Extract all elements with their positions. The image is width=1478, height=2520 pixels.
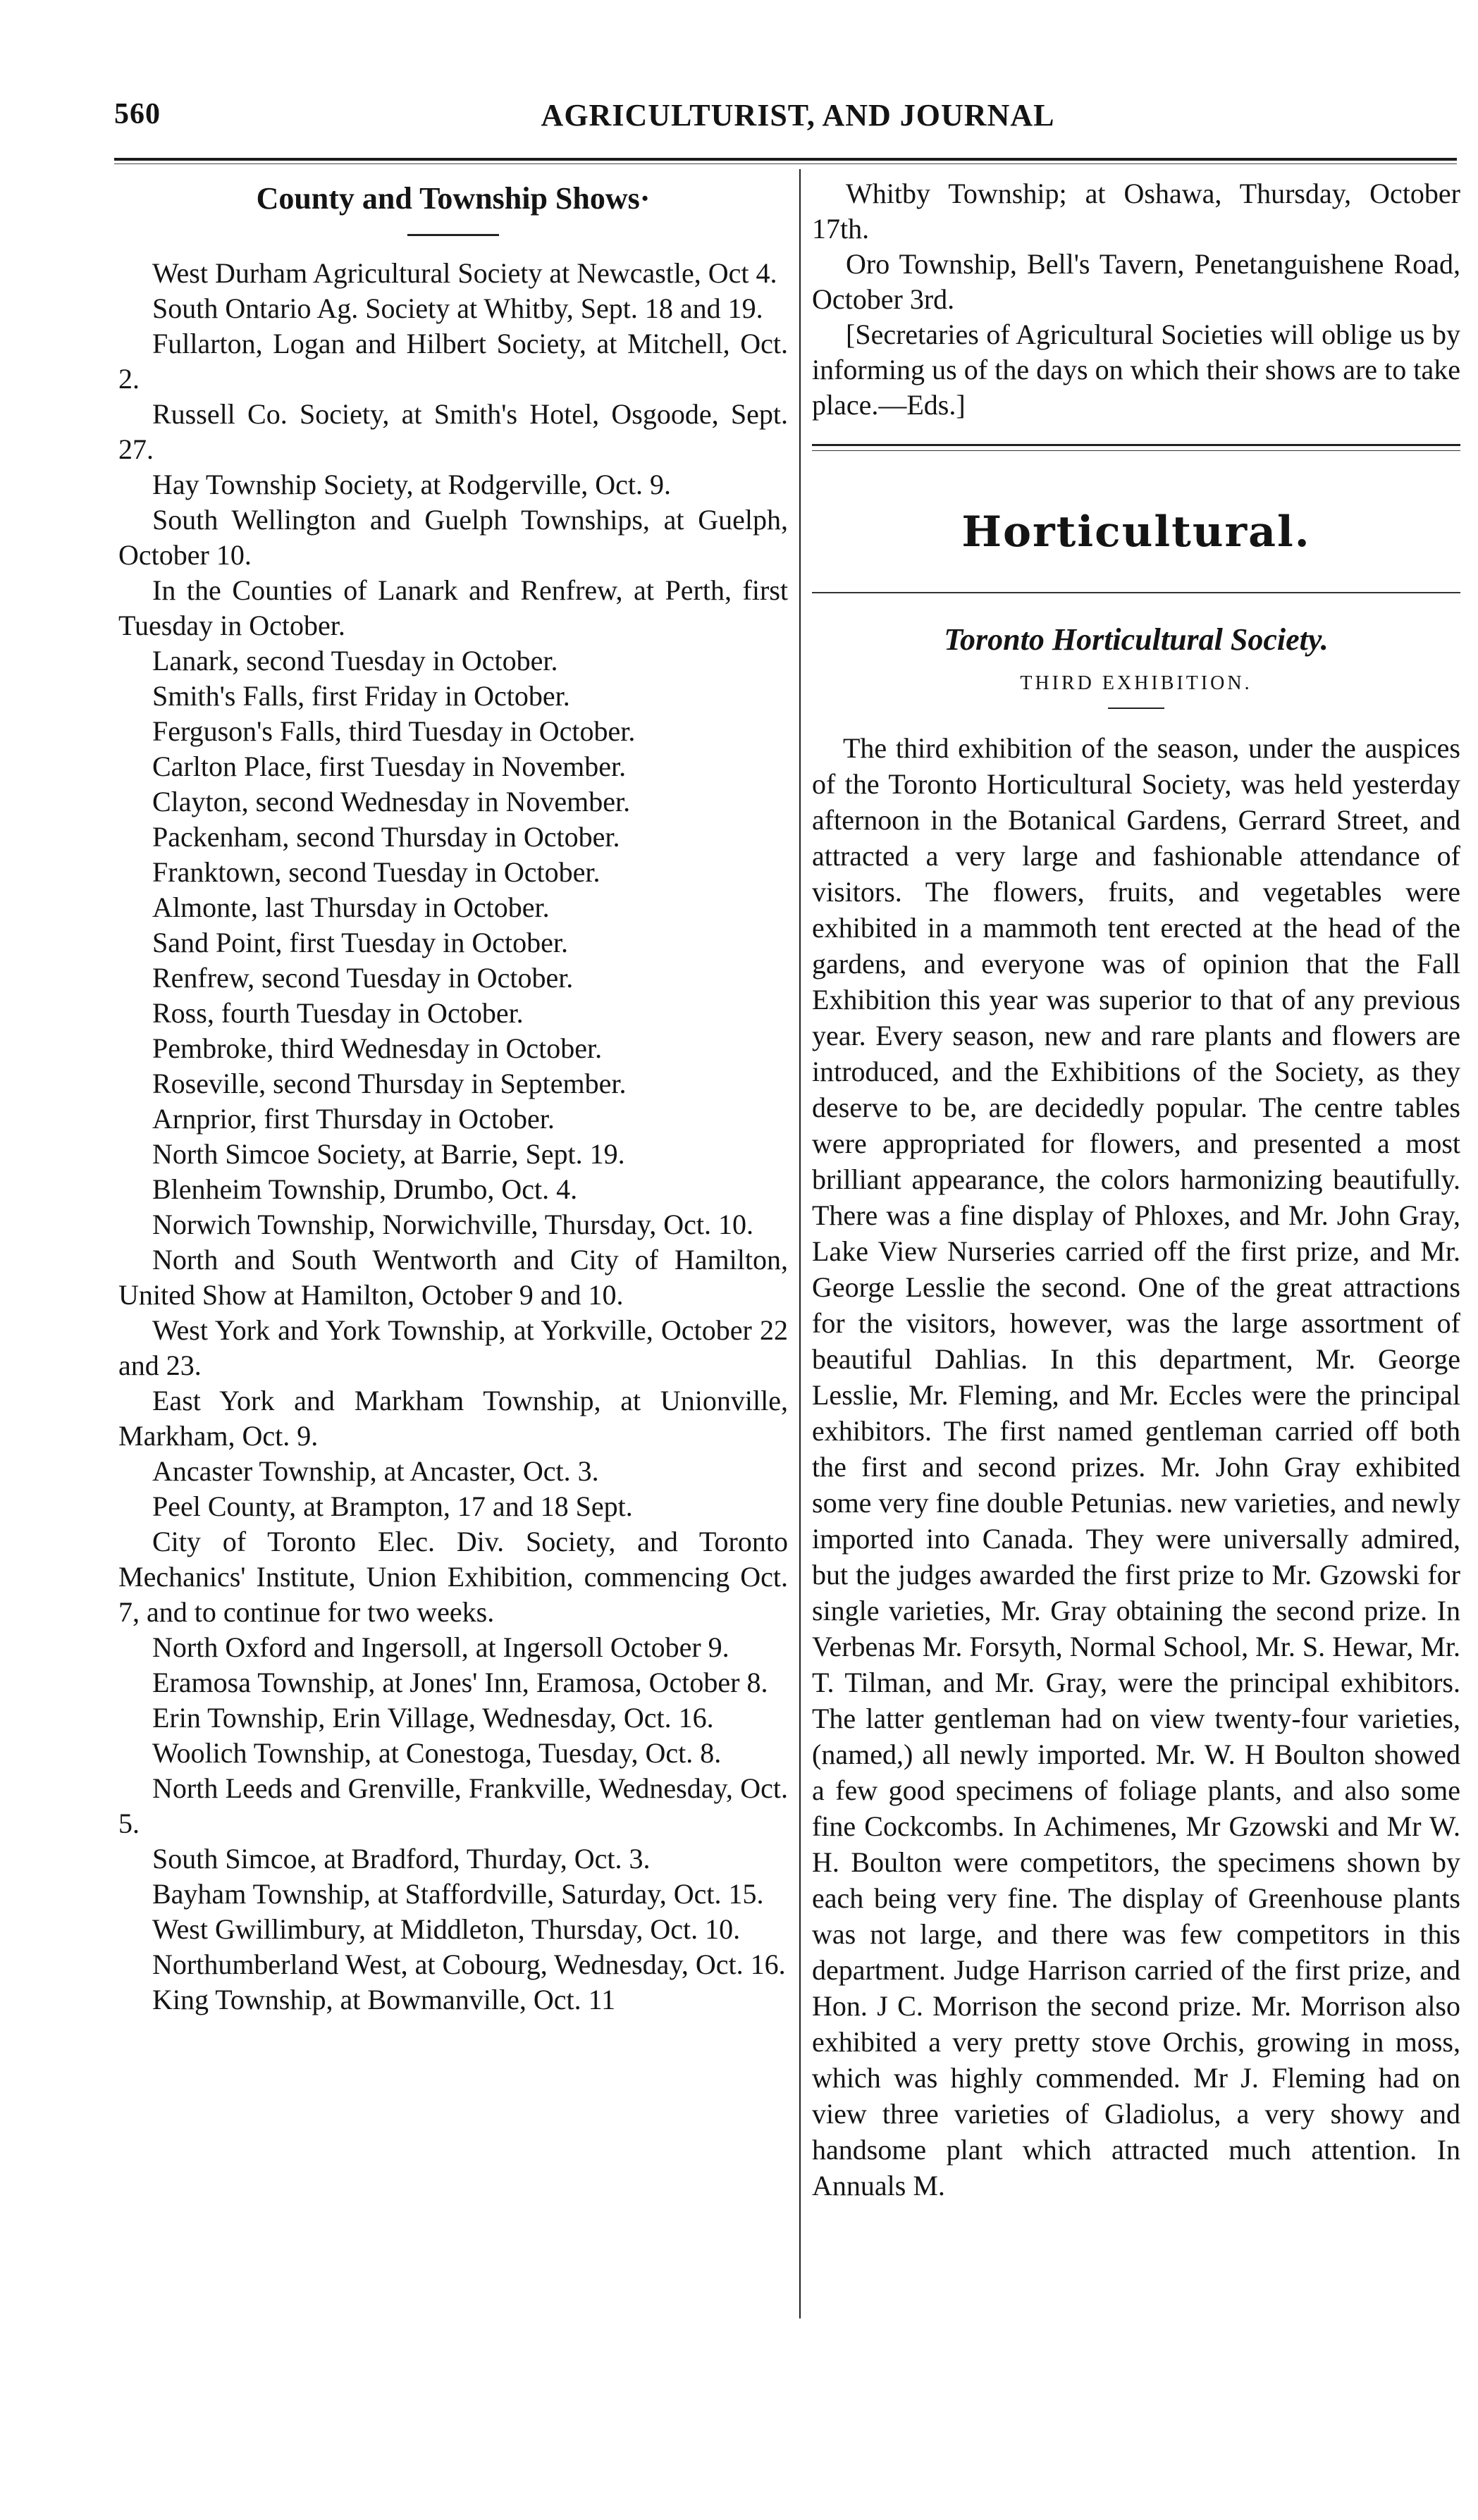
list-item: Bayham Township, at Staffordville, Saturday, Oct. 15. xyxy=(152,1878,764,1910)
left-column xyxy=(118,176,788,2018)
list-item: Roseville, second Thursday in September. xyxy=(152,1068,627,1099)
header-rule xyxy=(114,158,1457,161)
list-item: Smith's Falls, first Friday in October. xyxy=(152,680,570,712)
list-item: Franktown, second Tuesday in October. xyxy=(152,856,601,888)
list-item: West Gwillimbury, at Middleton, Thursday, Oct. 10. xyxy=(152,1913,741,1945)
list-item: Fullarton, Logan and Hilbert Society, at Mitchell, Oct. 2. xyxy=(118,328,788,395)
list-item: North Leeds and Grenville, Frankville, Wednesday, Oct. 5. xyxy=(118,1772,788,1839)
list-item: Erin Township, Erin Village, Wednesday, Oct. 16. xyxy=(152,1702,714,1734)
list-item: Renfrew, second Tuesday in October. xyxy=(152,962,574,994)
column-divider xyxy=(799,169,801,2318)
list-item: Lanark, second Tuesday in October. xyxy=(152,645,558,677)
list-item: East York and Markham Township, at Unionville, Markham, Oct. 9. xyxy=(118,1385,788,1452)
list-item: Woolich Township, at Conestoga, Tuesday, Oct. 8. xyxy=(152,1737,722,1769)
list-item: In the Counties of Lanark and Renfrew, at Perth, first Tuesday in October. xyxy=(118,574,788,641)
list-item: King Township, at Bowmanville, Oct. 11 xyxy=(152,1984,616,2015)
list-item: Ferguson's Falls, third Tuesday in October. xyxy=(152,715,636,747)
list-item: Ross, fourth Tuesday in October. xyxy=(152,997,524,1029)
list-item: Almonte, last Thursday in October. xyxy=(152,891,550,923)
list-item: Hay Township Society, at Rodgerville, Oct. 9. xyxy=(152,469,671,500)
list-item: Norwich Township, Norwichville, Thursday, Oct. 10. xyxy=(152,1209,754,1240)
list-item: Russell Co. Society, at Smith's Hotel, Osgoode, Sept. 27. xyxy=(118,398,788,465)
subtitle-rule xyxy=(1108,708,1164,709)
running-title: AGRICULTURIST, AND JOURNAL xyxy=(541,98,1055,132)
section-rule-thin xyxy=(812,450,1460,451)
heading-rule xyxy=(812,592,1460,593)
list-item: Peel County, at Brampton, 17 and 18 Sept. xyxy=(152,1490,633,1522)
shows-title: County and Township Shows· xyxy=(256,181,651,216)
list-item: Eramosa Township, at Jones' Inn, Eramosa, October 8. xyxy=(152,1667,768,1698)
list-item: South Ontario Ag. Society at Whitby, Sept. 18 and 19. xyxy=(152,292,763,324)
list-item: West Durham Agricultural Society at Newcastle, Oct 4. xyxy=(152,257,777,289)
shows-list xyxy=(118,256,788,2018)
list-item: Arnprior, first Thursday in October. xyxy=(152,1103,555,1135)
list-item: Oro Township, Bell's Tavern, Penetanguishene Road, October 3rd. xyxy=(812,248,1460,315)
right-column xyxy=(812,176,1460,2204)
page-header xyxy=(114,97,1450,147)
list-item: City of Toronto Elec. Div. Society, and Toronto Mechanics' Institute, Union Exhibition, commencing Oct. 7, and to continue for two weeks. xyxy=(118,1526,788,1628)
list-item: Sand Point, first Tuesday in October. xyxy=(152,927,569,958)
list-item: Whitby Township; at Oshawa, Thursday, October 17th. xyxy=(812,178,1460,245)
page-number: 560 xyxy=(114,98,161,130)
list-item: Clayton, second Wednesday in November. xyxy=(152,786,631,817)
article-subtitle: THIRD EXHIBITION. xyxy=(1020,672,1252,694)
section-heading: Horticultural. xyxy=(961,507,1311,557)
section-rule xyxy=(812,444,1460,446)
list-item: Blenheim Township, Drumbo, Oct. 4. xyxy=(152,1173,578,1205)
article-title: Toronto Horticultural Society. xyxy=(944,622,1329,657)
list-item: South Simcoe, at Bradford, Thurday, Oct. 3. xyxy=(152,1843,651,1874)
list-item: Packenham, second Thursday in October. xyxy=(152,821,620,853)
editors-note: [Secretaries of Agricultural Societies will oblige us by informing us of the days on which their shows are to take place.—Eds.] xyxy=(812,319,1460,421)
list-item: West York and York Township, at Yorkville, October 22 and 23. xyxy=(118,1314,788,1381)
list-item: Carlton Place, first Tuesday in November. xyxy=(152,751,627,782)
list-item: Ancaster Township, at Ancaster, Oct. 3. xyxy=(152,1455,599,1487)
list-item: Northumberland West, at Cobourg, Wednesday, Oct. 16. xyxy=(152,1948,786,1980)
article-body: The third exhibition of the season, under the auspices of the Toronto Horticultural Society, was held yesterday afternoon in the Botanical Gardens, Gerrard Street, and attracted a very large and fashionable attendance of visitors. The flowers, fruits, and vegetables were exhibited in a mammoth tent erected at the head of the gardens, and everyone was of opinion that the Fall Exhibition this year was superior to that of any previous year. Every season, new and rare plants and flowers are introduced, and the Exhibitions of the Society, as they deserve to be, are decidedly popular. The centre tables were appropriated for flowers, and presented a most brilliant appearance, the colors harmonizing beautifully. There was a fine display of Phloxes, and Mr. John Gray, Lake View Nurseries carried off the first prize, and Mr. George Lesslie the second. One of the great attractions for the visitors, however, was the large assortment of beautiful Dahlias. In this department, Mr. George Lesslie, Mr. Fleming, and Mr. Eccles were the principal exhibitors. The first named gentleman carried off both the first and second prizes. Mr. John Gray exhibited some very fine double Petunias. new varieties, and newly imported into Canada. They were universally admired, but the judges awarded the first prize to Mr. Gzowski for single varieties, Mr. Gray obtaining the second prize. In Verbenas Mr. Forsyth, Normal School, Mr. S. Hewar, Mr. T. Tilman, and Mr. Gray, were the principal exhibitors. The latter gentleman had on view twenty-four varieties, (named,) all newly imported. Mr. W. H Boulton showed a few good specimens of foliage plants, and also some fine Cockcombs. In Achimenes, Mr Gzowski and Mr W. H. Boulton were competitors, the specimens shown by each being very fine. The display of Greenhouse plants was not large, and there was few competitors in this department. Judge Harrison carried of the first prize, and Hon. J C. Morrison the second prize. Mr. Morrison also exhibited a very pretty stove Orchis, growing in moss, which was highly commended. Mr J. Fleming had on view three varieties of Gladiolus, a very showy and handsome plant which attracted much attention. In Annuals M. xyxy=(812,732,1460,2201)
header-rule-thin xyxy=(114,163,1457,164)
list-item: North Oxford and Ingersoll, at Ingersoll October 9. xyxy=(152,1631,729,1663)
list-item: Pembroke, third Wednesday in October. xyxy=(152,1032,603,1064)
list-item: North Simcoe Society, at Barrie, Sept. 19. xyxy=(152,1138,625,1170)
list-item: South Wellington and Guelph Townships, at Guelph, October 10. xyxy=(118,504,788,571)
list-item: North and South Wentworth and City of Hamilton, United Show at Hamilton, October 9 and 10. xyxy=(118,1244,788,1311)
title-rule xyxy=(407,234,499,236)
